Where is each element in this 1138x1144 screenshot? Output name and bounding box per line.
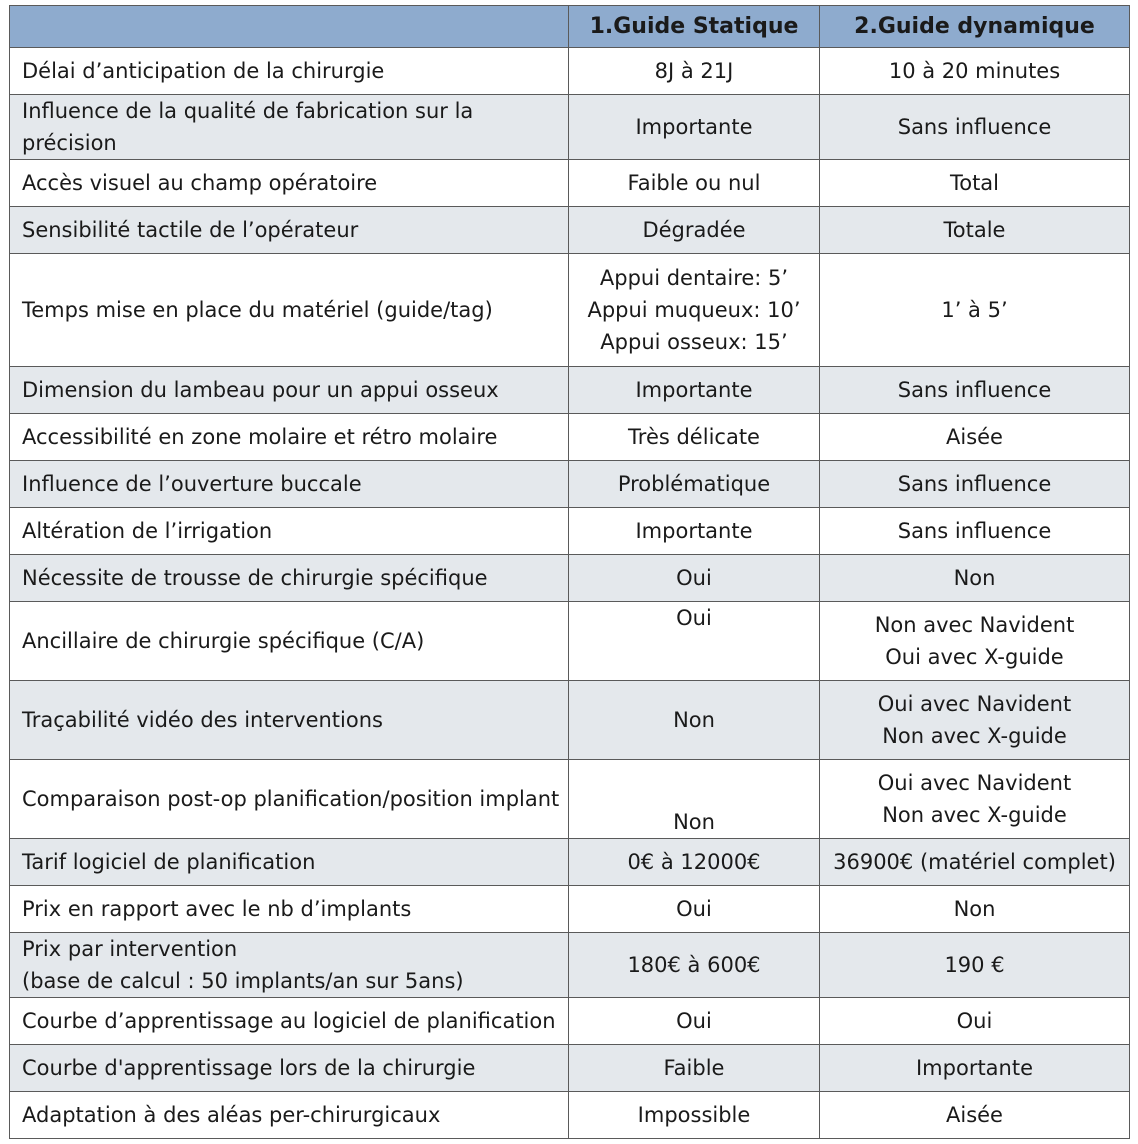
- static-guide-cell: [569, 933, 820, 998]
- criterion-cell: [10, 95, 569, 160]
- cell-text-line: Dimension du lambeau pour un appui osseux: [22, 378, 499, 402]
- static-guide-cell: [569, 461, 820, 508]
- static-guide-cell: [569, 602, 820, 681]
- static-guide-cell: [569, 1045, 820, 1092]
- cell-text-line: Importante: [635, 115, 753, 139]
- static-guide-cell: [569, 998, 820, 1045]
- table-body: [10, 48, 1130, 1139]
- static-guide-cell: [569, 48, 820, 95]
- cell-text-line: 0€ à 12000€: [627, 850, 761, 874]
- dynamic-guide-cell: [820, 1045, 1130, 1092]
- criterion-cell: [10, 886, 569, 933]
- table-row: [10, 602, 1130, 681]
- cell-text-line: Nécessite de trousse de chirurgie spécifique: [22, 566, 488, 590]
- cell-text-line: 190 €: [944, 953, 1005, 977]
- cell-text-line: Oui avec Navident: [877, 692, 1072, 716]
- dynamic-guide-cell: [820, 933, 1130, 998]
- dynamic-guide-cell: [820, 48, 1130, 95]
- criterion-cell: [10, 998, 569, 1045]
- cell-text-line: Accessibilité en zone molaire et rétro molaire: [22, 425, 498, 449]
- cell-text-line: Oui: [676, 566, 712, 590]
- cell-text-line: Sans influence: [897, 519, 1052, 543]
- criterion-cell: [10, 414, 569, 461]
- table-row: [10, 555, 1130, 602]
- table-row: [10, 760, 1130, 839]
- header-criterion: [10, 6, 569, 48]
- cell-text-line: Oui avec X-guide: [885, 645, 1064, 669]
- cell-text-line: Importante: [635, 378, 753, 402]
- criterion-cell: [10, 254, 569, 367]
- cell-text-line: Appui dentaire: 5’: [599, 266, 789, 290]
- dynamic-guide-cell: [820, 207, 1130, 254]
- dynamic-guide-cell: [820, 555, 1130, 602]
- cell-text-line: Faible ou nul: [627, 171, 761, 195]
- criterion-cell: [10, 1045, 569, 1092]
- criterion-cell: [10, 760, 569, 839]
- cell-text-line: Ancillaire de chirurgie spécifique (C/A): [22, 629, 425, 653]
- table-row: [10, 1045, 1130, 1092]
- cell-text-line: Non avec X-guide: [882, 803, 1067, 827]
- cell-text-line: Aisée: [946, 1103, 1003, 1127]
- cell-text-line: Traçabilité vidéo des interventions: [22, 708, 383, 732]
- table-row: [10, 160, 1130, 207]
- criterion-cell: [10, 933, 569, 998]
- criterion-cell: [10, 207, 569, 254]
- dynamic-guide-cell: [820, 1092, 1130, 1139]
- cell-text-line: Prix par intervention: [22, 937, 238, 961]
- criterion-cell: [10, 602, 569, 681]
- static-guide-cell: [569, 414, 820, 461]
- table-row: [10, 998, 1130, 1045]
- cell-text-line: Sensibilité tactile de l’opérateur: [22, 218, 359, 242]
- criterion-cell: [10, 681, 569, 760]
- cell-text-line: Non: [673, 810, 715, 834]
- dynamic-guide-cell: [820, 998, 1130, 1045]
- comparison-table: [9, 5, 1130, 1139]
- dynamic-guide-cell: [820, 160, 1130, 207]
- cell-text-line: Appui osseux: 15’: [600, 330, 788, 354]
- table-row: [10, 508, 1130, 555]
- cell-text-line: Oui: [956, 1009, 993, 1033]
- header-dynamic-guide: 2.Guide dynamique: [820, 6, 1130, 48]
- dynamic-guide-cell: [820, 367, 1130, 414]
- cell-text-line: Aisée: [946, 425, 1003, 449]
- cell-text-line: Tarif logiciel de planification: [22, 850, 316, 874]
- dynamic-guide-cell: [820, 886, 1130, 933]
- cell-text-line: Altération de l’irrigation: [22, 519, 273, 543]
- criterion-cell: [10, 48, 569, 95]
- cell-text-line: Non: [953, 566, 996, 590]
- table-row: [10, 95, 1130, 160]
- cell-text-line: Problématique: [617, 472, 771, 496]
- cell-text-line: Non: [673, 708, 715, 732]
- table-row: [10, 681, 1130, 760]
- static-guide-cell: [569, 886, 820, 933]
- static-guide-cell: [569, 207, 820, 254]
- cell-text-line: 8J à 21J: [654, 59, 734, 83]
- dynamic-guide-cell: [820, 254, 1130, 367]
- cell-text-line: Courbe d'apprentissage lors de la chirurgie: [22, 1056, 476, 1080]
- criterion-cell: [10, 1092, 569, 1139]
- static-guide-cell: [569, 367, 820, 414]
- cell-text-line: Impossible: [637, 1103, 751, 1127]
- static-guide-cell: [569, 839, 820, 886]
- dynamic-guide-cell: [820, 760, 1130, 839]
- dynamic-guide-cell: [820, 508, 1130, 555]
- cell-text-line: Sans influence: [897, 472, 1052, 496]
- cell-text-line: Oui: [676, 1009, 712, 1033]
- table-row: [10, 48, 1130, 95]
- dynamic-guide-cell: [820, 95, 1130, 160]
- cell-text-line: Importante: [635, 519, 753, 543]
- cell-text-line: 10 à 20 minutes: [888, 59, 1061, 83]
- header-row: [10, 6, 1130, 48]
- criterion-cell: [10, 367, 569, 414]
- static-guide-cell: [569, 508, 820, 555]
- dynamic-guide-cell: [820, 839, 1130, 886]
- cell-text-line: (base de calcul : 50 implants/an sur 5ans): [22, 969, 464, 993]
- cell-text-line: Sans influence: [897, 378, 1052, 402]
- cell-text-line: Sans influence: [897, 115, 1052, 139]
- dynamic-guide-cell: [820, 414, 1130, 461]
- table-row: [10, 1092, 1130, 1139]
- cell-text-line: Influence de la qualité de fabrication sur la précision: [22, 99, 474, 155]
- header-static-guide: 1.Guide Statique: [569, 6, 820, 48]
- dynamic-guide-cell: [820, 602, 1130, 681]
- cell-text-line: Importante: [915, 1056, 1034, 1080]
- criterion-cell: [10, 508, 569, 555]
- cell-text-line: Prix en rapport avec le nb d’implants: [22, 897, 412, 921]
- cell-text-line: Courbe d’apprentissage au logiciel de planification: [22, 1009, 556, 1033]
- cell-text-line: Influence de l’ouverture buccale: [22, 472, 362, 496]
- cell-text-line: Total: [949, 171, 1000, 195]
- criterion-cell: [10, 839, 569, 886]
- cell-text-line: Temps mise en place du matériel (guide/tag): [22, 298, 493, 322]
- dynamic-guide-cell: [820, 681, 1130, 760]
- table-row: [10, 207, 1130, 254]
- table-row: [10, 933, 1130, 998]
- cell-text-line: Oui: [676, 897, 712, 921]
- static-guide-cell: [569, 254, 820, 367]
- criterion-cell: [10, 555, 569, 602]
- cell-text-line: 180€ à 600€: [627, 953, 761, 977]
- cell-text-line: Totale: [943, 218, 1006, 242]
- cell-text-line: Comparaison post-op planification/position implant: [22, 787, 560, 811]
- cell-text-line: Non: [953, 897, 996, 921]
- cell-text-line: Accès visuel au champ opératoire: [22, 171, 378, 195]
- cell-text-line: Très délicate: [628, 425, 760, 449]
- criterion-cell: [10, 160, 569, 207]
- static-guide-cell: [569, 555, 820, 602]
- cell-text-line: Adaptation à des aléas per-chirurgicaux: [22, 1103, 441, 1127]
- cell-text-line: Non avec X-guide: [882, 724, 1067, 748]
- cell-text-line: Oui avec Navident: [877, 771, 1072, 795]
- criterion-cell: [10, 461, 569, 508]
- table-row: [10, 367, 1130, 414]
- static-guide-cell: [569, 681, 820, 760]
- cell-text-line: 36900€ (matériel complet): [833, 850, 1116, 874]
- static-guide-cell: [569, 160, 820, 207]
- table-row: [10, 839, 1130, 886]
- table-row: [10, 886, 1130, 933]
- cell-text-line: Délai d’anticipation de la chirurgie: [22, 59, 385, 83]
- cell-text-line: Oui: [676, 606, 712, 630]
- table-row: [10, 414, 1130, 461]
- dynamic-guide-cell: [820, 461, 1130, 508]
- table-row: [10, 254, 1130, 367]
- table-row: [10, 461, 1130, 508]
- cell-text-line: Non avec Navident: [874, 613, 1075, 637]
- static-guide-cell: [569, 1092, 820, 1139]
- cell-text-line: Faible: [663, 1056, 725, 1080]
- cell-text-line: Appui muqueux: 10’: [587, 298, 801, 322]
- cell-text-line: 1’ à 5’: [941, 298, 1008, 322]
- static-guide-cell: [569, 95, 820, 160]
- cell-text-line: Dégradée: [642, 218, 746, 242]
- static-guide-cell: [569, 760, 820, 839]
